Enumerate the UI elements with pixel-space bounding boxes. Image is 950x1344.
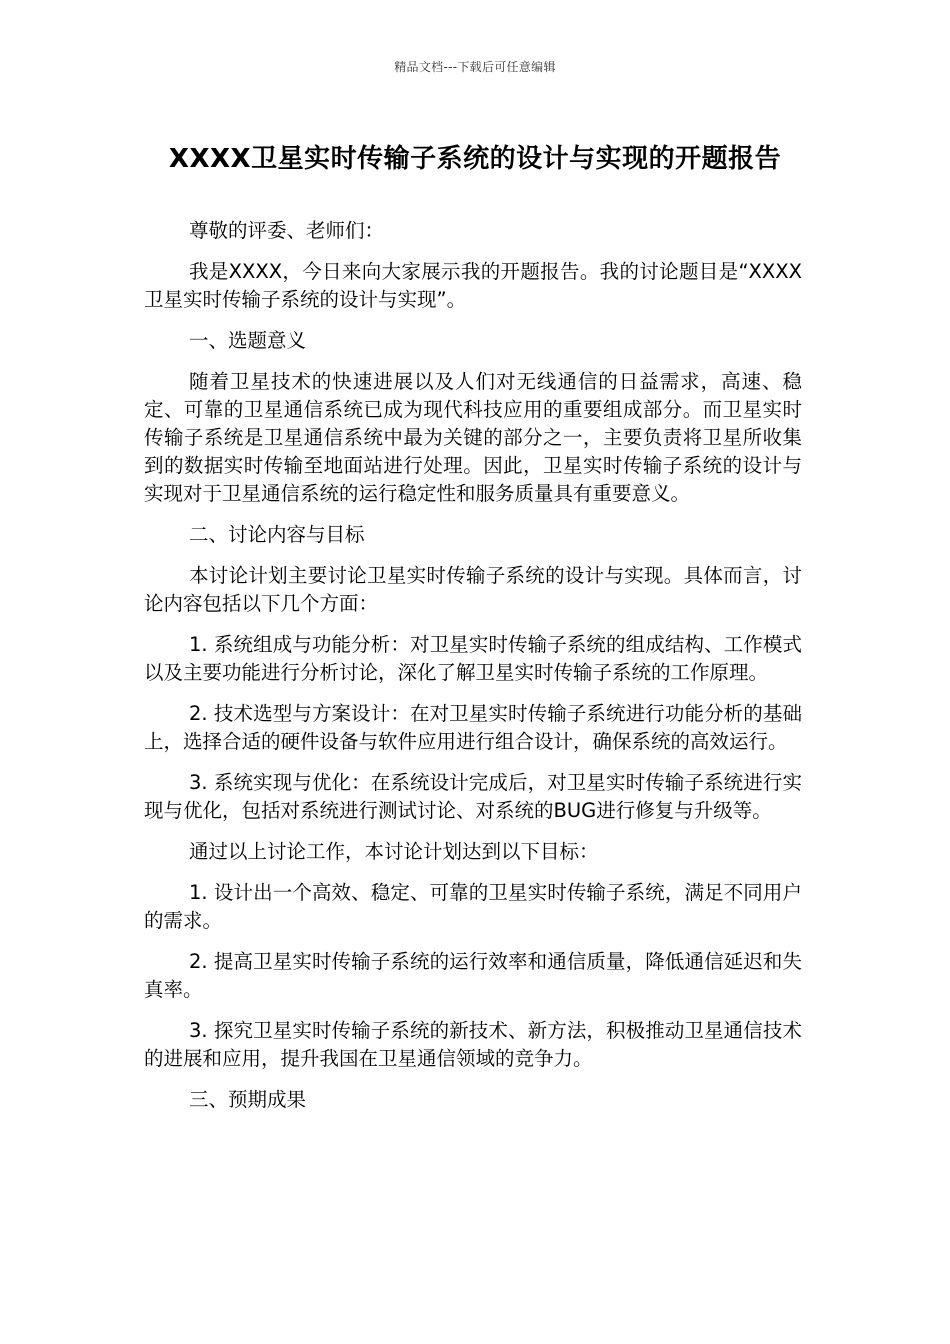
- content-item-3: 3. 系统实现与优化：在系统设计完成后，对卫星实时传输子系统进行实现与优化，包括对系统进行测试讨论、对系统的BUG进行修复与升级等。: [144, 771, 802, 822]
- content-item-2: 2. 技术选型与方案设计：在对卫星实时传输子系统进行功能分析的基础上，选择合适的硬件设备与软件应用进行组合设计，确保系统的高效运行。: [144, 702, 802, 753]
- section-heading-significance: 一、选题意义: [189, 329, 307, 352]
- section-heading-expected-results: 三、预期成果: [189, 1088, 307, 1111]
- document-title: XXXX卫星实时传输子系统的设计与实现的开题报告: [168, 144, 782, 174]
- page-header: 精品文档---下载后可任意编辑: [394, 60, 556, 74]
- goals-intro-paragraph: 通过以上讨论工作，本讨论计划达到以下目标：: [189, 840, 599, 863]
- salutation-paragraph: 尊敬的评委、老师们：: [189, 219, 385, 242]
- goal-item-1: 1. 设计出一个高效、稳定、可靠的卫星实时传输子系统，满足不同用户的需求。: [144, 881, 802, 932]
- document-body: [144, 217, 802, 1127]
- goal-item-2: 2. 提高卫星实时传输子系统的运行效率和通信质量，降低通信延迟和失真率。: [144, 950, 802, 1001]
- intro-paragraph: 我是XXXX，今日来向大家展示我的开题报告。我的讨论题目是“XXXX卫星实时传输子系统的设计与实现”。: [144, 260, 802, 311]
- content-item-1: 1. 系统组成与功能分析：对卫星实时传输子系统的组成结构、工作模式以及主要功能进行分析讨论，深化了解卫星实时传输子系统的工作原理。: [144, 633, 802, 684]
- significance-paragraph: 随着卫星技术的快速进展以及人们对无线通信的日益需求，高速、稳定、可靠的卫星通信系统已成为现代科技应用的重要组成部分。而卫星实时传输子系统是卫星通信系统中最为关键的部分之一，主要负责将卫星所收集到的数据实时传输至地面站进行处理。因此，卫星实时传输子系统的设计与实现对于卫星通信系统的运行稳定性和服务质量具有重要意义。: [144, 370, 802, 505]
- section-heading-content-goals: 二、讨论内容与目标: [189, 523, 365, 546]
- content-intro-paragraph: 本讨论计划主要讨论卫星实时传输子系统的设计与实现。具体而言，讨论内容包括以下几个方面：: [144, 564, 802, 615]
- goal-item-3: 3. 探究卫星实时传输子系统的新技术、新方法，积极推动卫星通信技术的进展和应用，提升我国在卫星通信领域的竞争力。: [144, 1019, 802, 1070]
